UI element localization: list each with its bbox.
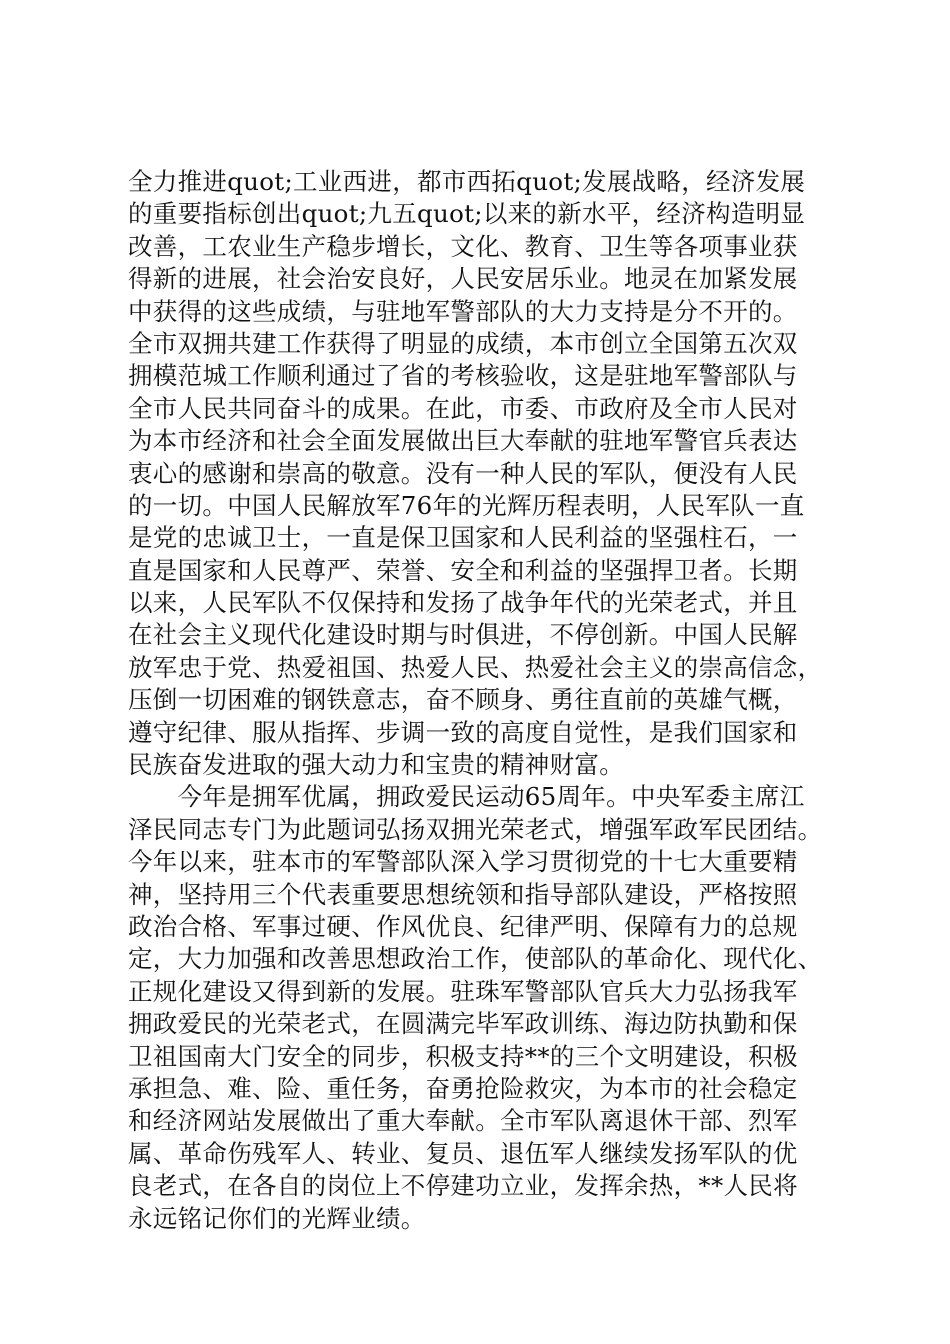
text-line: 为本市经济和社会全面发展做出巨大奉献的驻地军警官兵表达 [128,426,798,456]
text-line: 在社会主义现代化建设时期与时俱进，不停创新。中国人民解 [128,620,798,650]
text-line: 正规化建设又得到新的发展。驻珠军警部队官兵大力弘扬我军 [128,976,798,1006]
text-line: 属、革命伤残军人、转业、复员、退伍军人继续发扬军队的优 [128,1138,798,1168]
text-line: 放军忠于党、热爱祖国、热爱人民、热爱社会主义的崇高信念， [128,652,823,682]
text-line: 遵守纪律、服从指挥、步调一致的高度自觉性，是我们国家和 [128,717,798,747]
text-line: 永远铭记你们的光辉业绩。 [128,1203,426,1233]
text-line: 卫祖国南大门安全的同步，积极支持**的三个文明建设，积极 [128,1041,798,1071]
text-line: 直是国家和人民尊严、荣誉、安全和利益的坚强捍卫者。长期 [128,555,798,585]
text-line: 全市人民共同奋斗的成果。在此，市委、市政府及全市人民对 [128,393,798,423]
text-line: 泽民同志专门为此题词弘扬双拥光荣老式，增强军政军民团结。 [128,814,823,844]
text-line: 的一切。中国人民解放军76年的光辉历程表明，人民军队一直 [128,490,805,520]
text-line: 衷心的感谢和崇高的敬意。没有一种人民的军队，便没有人民 [128,458,798,488]
text-line: 定，大力加强和改善思想政治工作，使部队的革命化、现代化、 [128,944,823,974]
text-line: 以来，人民军队不仅保持和发扬了战争年代的光荣老式，并且 [128,588,798,618]
text-line: 是党的忠诚卫士，一直是保卫国家和人民利益的坚强柱石，一 [128,523,798,553]
text-line: 的重要指标创出quot;九五quot;以来的新水平，经济构造明显 [128,199,806,229]
text-line: 民族奋发进取的强大动力和宝贵的精神财富。 [128,750,624,780]
text-line: 今年以来，驻本市的军警部队深入学习贯彻党的十七大重要精 [128,847,798,877]
text-line: 全力推进quot;工业西进，都市西拓quot;发展战略，经济发展 [128,167,806,196]
text-line: 压倒一切困难的钢铁意志，奋不顾身、勇往直前的英雄气概， [128,685,798,715]
text-line: 和经济网站发展做出了重大奉献。全市军队离退休干部、烈军 [128,1106,798,1136]
text-line: 中获得的这些成绩，与驻地军警部队的大力支持是分不开的。 [128,296,798,326]
text-line: 今年是拥军优属，拥政爱民运动65周年。中央军委主席江 [128,782,805,812]
text-line: 拥政爱民的光荣老式，在圆满完毕军政训练、海边防执勤和保 [128,1009,798,1039]
text-line: 拥模范城工作顺利通过了省的考核验收，这是驻地军警部队与 [128,361,798,391]
text-line: 改善，工农业生产稳步增长，文化、教育、卫生等各项事业获 [128,231,798,261]
text-line: 全市双拥共建工作获得了明显的成绩，本市创立全国第五次双 [128,328,798,358]
text-line: 得新的进展，社会治安良好，人民安居乐业。地灵在加紧发展 [128,264,798,294]
body-text [128,166,828,1235]
text-line: 良老式，在各自的岗位上不停建功立业，发挥余热，**人民将 [128,1171,798,1201]
text-line: 政治合格、军事过硬、作风优良、纪律严明、保障有力的总规 [128,911,798,941]
text-line: 承担急、难、险、重任务，奋勇抢险救灾，为本市的社会稳定 [128,1073,798,1103]
text-line: 神，坚持用三个代表重要思想统领和指导部队建设，严格按照 [128,879,798,909]
